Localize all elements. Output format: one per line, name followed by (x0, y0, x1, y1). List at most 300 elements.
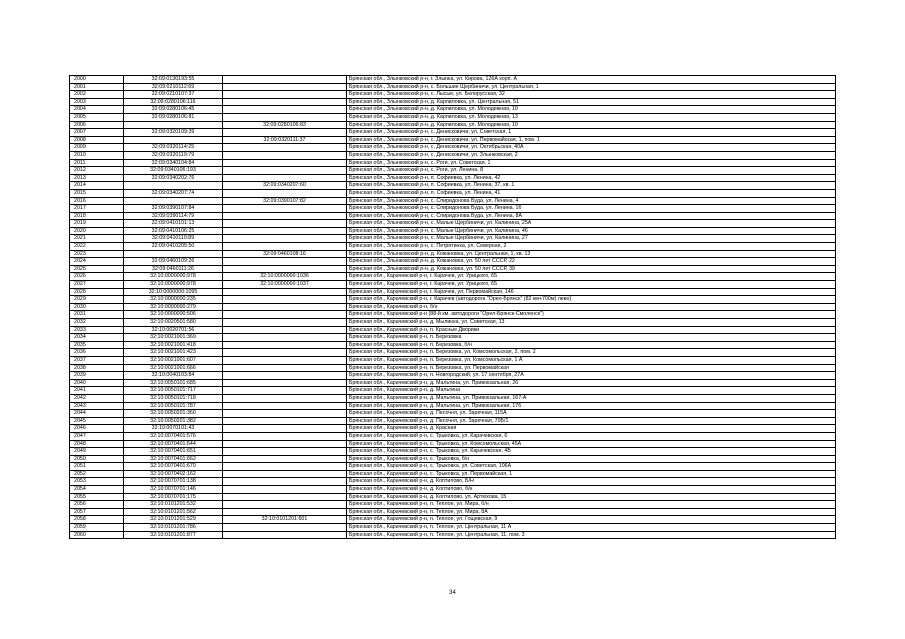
table-row (70, 98, 836, 106)
table-row (70, 470, 836, 478)
secondary-cadastral-number-cell (223, 524, 347, 532)
secondary-cadastral-number-cell (223, 394, 347, 402)
secondary-cadastral-number-cell (223, 106, 347, 114)
table-row (70, 410, 836, 418)
cadastral-number-cell: 32:09:0280106:81 (124, 113, 223, 121)
row-number-cell: 2025 (70, 265, 124, 273)
secondary-cadastral-number-cell (223, 334, 347, 342)
row-number-cell: 2021 (70, 235, 124, 243)
table-row (70, 349, 836, 357)
table-row (70, 212, 836, 220)
row-number-cell: 2006 (70, 121, 124, 129)
table-row (70, 205, 836, 213)
row-number-cell: 2031 (70, 311, 124, 319)
row-number-cell: 2010 (70, 151, 124, 159)
address-cell: Брянская обл., Злынковский р-н, п. Софиевка, ул. Ленина, 42 (347, 174, 836, 182)
row-number-cell: 2020 (70, 227, 124, 235)
table-row (70, 372, 836, 380)
address-cell: Брянская обл., Карачевский р-н, с. Трыковка, ул. Карачевская, 6 (347, 432, 836, 440)
cadastral-number-cell: 32:09:0320109:39 (124, 129, 223, 137)
row-number-cell: 2036 (70, 349, 124, 357)
address-cell: Брянская обл., Карачевский р-н (88-й км. автодороги "Орел-Брянск-Смоленск") (347, 311, 836, 319)
row-number-cell: 2008 (70, 136, 124, 144)
table-row (70, 76, 836, 84)
row-number-cell: 2013 (70, 174, 124, 182)
row-number-cell: 2034 (70, 334, 124, 342)
cadastral-number-cell: 32:10:0021001:369 (124, 334, 223, 342)
address-cell: Брянская обл., Злынковский р-н, с. Малые Щербиничи, ул. Калинина, 46 (347, 227, 836, 235)
secondary-cadastral-number-cell (223, 478, 347, 486)
table-row (70, 326, 836, 334)
table-row (70, 235, 836, 243)
cadastral-number-cell: 32:09:0340202:76 (124, 174, 223, 182)
cadastral-number-cell: 32:10:0101201:562 (124, 508, 223, 516)
table-row (70, 220, 836, 228)
address-cell: Брянская обл., Злынковский р-н, с. Спиридонова Буда, ул. Ленина, 16 (347, 205, 836, 213)
row-number-cell: 2024 (70, 258, 124, 266)
address-cell: Брянская обл., Карачевский р-н, д. Красная (347, 425, 836, 433)
secondary-cadastral-number-cell (223, 486, 347, 494)
secondary-cadastral-number-cell (223, 319, 347, 327)
address-cell: Брянская обл., Злынковский р-н, с. Спиридонова Буда, ул. Ленина, 4 (347, 197, 836, 205)
secondary-cadastral-number-cell (223, 463, 347, 471)
cadastral-number-cell (124, 182, 223, 190)
secondary-cadastral-number-cell (223, 356, 347, 364)
secondary-cadastral-number-cell (223, 151, 347, 159)
secondary-cadastral-number-cell (223, 167, 347, 175)
row-number-cell: 2054 (70, 486, 124, 494)
table-row (70, 394, 836, 402)
address-cell: Брянская обл., Карачевский р-н, с. Трыковка, ул. Карачевская, 4Б (347, 448, 836, 456)
secondary-cadastral-number-cell (223, 470, 347, 478)
row-number-cell: 2045 (70, 417, 124, 425)
table-row (70, 524, 836, 532)
secondary-cadastral-number-cell (223, 531, 347, 539)
table-row (70, 311, 836, 319)
cadastral-number-cell: 32:09:0460109:26 (124, 258, 223, 266)
cadastral-number-cell: 32:10:0050101:717 (124, 387, 223, 395)
address-cell: Брянская обл., Злынковский р-н, д. Кожановка, ул. 50 лет СССР, 39 (347, 265, 836, 273)
address-cell: Брянская обл., Карачевский р-н, п. Теплое, ул. Центральная, 11 А (347, 524, 836, 532)
address-cell: Брянская обл., Карачевский р-н, п. Теплое, ул. Гощевская, 9 (347, 516, 836, 524)
cadastral-number-cell: 32:10:0070401:662 (124, 455, 223, 463)
secondary-cadastral-number-cell (223, 425, 347, 433)
cadastral-number-cell: 32:09:0340207:74 (124, 189, 223, 197)
table-row (70, 159, 836, 167)
cadastral-number-cell: 32:09:0340106:193 (124, 167, 223, 175)
address-cell: Брянская обл., Карачевский р-н, д. Мальтина, ул. Привокзальная, 26 (347, 379, 836, 387)
address-cell: Брянская обл., Карачевский р-н, п. Березовка, б/н (347, 341, 836, 349)
row-number-cell: 2047 (70, 432, 124, 440)
secondary-cadastral-number-cell (223, 76, 347, 84)
cadastral-number-cell: 32:10:0070701:175 (124, 493, 223, 501)
address-cell: Брянская обл., Злынковский р-н, д. Карпиловка, ул. Центральная, 51 (347, 98, 836, 106)
row-number-cell: 2048 (70, 440, 124, 448)
address-cell: Брянская обл., Карачевский р-н, г. Карачев, ул. Урицкого, 65 (347, 273, 836, 281)
secondary-cadastral-number-cell: 32:09:0460108:16 (223, 250, 347, 258)
row-number-cell: 2015 (70, 189, 124, 197)
address-cell: Брянская обл., Карачевский р-н, г. Карачев, ул. Первомайская, 146 (347, 288, 836, 296)
cadastral-number-cell: 32:09:0410106:25 (124, 227, 223, 235)
cadastral-number-cell: 32:10:0020501:580 (124, 319, 223, 327)
row-number-cell: 2058 (70, 516, 124, 524)
secondary-cadastral-number-cell (223, 83, 347, 91)
secondary-cadastral-number-cell (223, 493, 347, 501)
row-number-cell: 2044 (70, 410, 124, 418)
row-number-cell: 2051 (70, 463, 124, 471)
row-number-cell: 2027 (70, 281, 124, 289)
address-cell: Брянская обл., Злынковский р-н, с. Малые Щербиничи, ул. Калинина, 27 (347, 235, 836, 243)
cadastral-number-cell: 32:10:0040103:84 (124, 372, 223, 380)
address-cell: Брянская обл., Злынковский р-н, д. Кожановка, ул. 50 лет СССР, 22 (347, 258, 836, 266)
address-cell: Брянская обл., Злынковский р-н, д. Карпиловка, ул. Молодежная, 10 (347, 106, 836, 114)
cadastral-number-cell: 32:09:0210107:37 (124, 91, 223, 99)
table-row (70, 501, 836, 509)
secondary-cadastral-number-cell: 32:09:0390107:82 (223, 197, 347, 205)
table-row (70, 174, 836, 182)
cadastral-number-cell: 32:10:0101201:877 (124, 531, 223, 539)
table-row (70, 440, 836, 448)
address-cell: Брянская обл., Злынковский р-н, п. Софиевка, ул. Ленина, 37, кв. 1 (347, 182, 836, 190)
row-number-cell: 2011 (70, 159, 124, 167)
row-number-cell: 2043 (70, 402, 124, 410)
table-row (70, 432, 836, 440)
table-row (70, 303, 836, 311)
table-row (70, 113, 836, 121)
secondary-cadastral-number-cell (223, 235, 347, 243)
table-row (70, 417, 836, 425)
cadastral-number-cell: 32:09:0390114:79 (124, 212, 223, 220)
table-row (70, 478, 836, 486)
row-number-cell: 2039 (70, 372, 124, 380)
secondary-cadastral-number-cell (223, 455, 347, 463)
cadastral-number-cell: 32:10:0050201:360 (124, 410, 223, 418)
address-cell: Брянская обл., Злынковский р-н, г. Злынка, ул. Кирова, 126А корп. А (347, 76, 836, 84)
address-cell: Брянская обл., Карачевский р-н, п. Красные Дворики (347, 326, 836, 334)
row-number-cell: 2032 (70, 319, 124, 327)
cadastral-number-cell: 32:10:0101201:532 (124, 501, 223, 509)
cadastral-number-cell (124, 250, 223, 258)
address-cell: Брянская обл., Злынковский р-н, с. Большие Щербиничи, ул. Центральная, 1 (347, 83, 836, 91)
address-cell: Брянская обл., Карачевский р-н, д. Мылинка, ул. Советская, 13 (347, 319, 836, 327)
secondary-cadastral-number-cell: 32:10:0000000:1036 (223, 273, 347, 281)
row-number-cell: 2037 (70, 356, 124, 364)
row-number-cell: 2022 (70, 243, 124, 251)
row-number-cell: 2053 (70, 478, 124, 486)
secondary-cadastral-number-cell (223, 303, 347, 311)
address-cell: Брянская обл., Карачевский р-н, д. Песочня, ул. Заречная, 115А (347, 410, 836, 418)
row-number-cell: 2050 (70, 455, 124, 463)
address-cell: Брянская обл., Злынковский р-н, с. Роги, ул. Советская, 1 (347, 159, 836, 167)
table-row (70, 341, 836, 349)
secondary-cadastral-number-cell (223, 220, 347, 228)
table-row (70, 91, 836, 99)
table-row (70, 402, 836, 410)
secondary-cadastral-number-cell (223, 349, 347, 357)
table-row (70, 182, 836, 190)
address-cell: Брянская обл., Карачевский р-н, д. Коптилово, ул. Артюхова, 15 (347, 493, 836, 501)
cadastral-number-cell: 32:10:0070701:146 (124, 486, 223, 494)
cadastral-number-cell: 32:10:0070401:644 (124, 440, 223, 448)
cadastral-number-cell: 32:10:0000000:279 (124, 303, 223, 311)
cadastral-number-cell: 32:09:0460111:26 (124, 265, 223, 273)
row-number-cell: 2030 (70, 303, 124, 311)
row-number-cell: 2059 (70, 524, 124, 532)
table-row (70, 265, 836, 273)
secondary-cadastral-number-cell: 32:10:0000000:1037 (223, 281, 347, 289)
secondary-cadastral-number-cell (223, 296, 347, 304)
address-cell: Брянская обл., Злынковский р-н, с. Денисковичи, ул. Первомайская, 1, пом. 1 (347, 136, 836, 144)
address-cell: Брянская обл., Карачевский р-н, д. Коптилово, б/н (347, 486, 836, 494)
cadastral-number-cell: 32:10:0000000:1095 (124, 288, 223, 296)
cadastral-number-cell: 32:10:0021001:418 (124, 341, 223, 349)
cadastral-number-cell (124, 197, 223, 205)
table-row (70, 356, 836, 364)
secondary-cadastral-number-cell: 32:09:0280106:83 (223, 121, 347, 129)
row-number-cell: 2029 (70, 296, 124, 304)
address-cell: Брянская обл., Злынковский р-н, с. Спиридонова Буда, ул. Ленина, 8А (347, 212, 836, 220)
row-number-cell: 2023 (70, 250, 124, 258)
row-number-cell: 2038 (70, 364, 124, 372)
address-cell: Брянская обл., Злынковский р-н, с. Малые Щербиничи, ул. Калинина, 25А (347, 220, 836, 228)
secondary-cadastral-number-cell (223, 288, 347, 296)
row-number-cell: 2052 (70, 470, 124, 478)
address-cell: Брянская обл., Карачевский р-н, г. Карачев (автодорога "Орел-Брянск" (82 км+700м) лево) (347, 296, 836, 304)
address-cell: Брянская обл., Злынковский р-н, с. Петрятинка, ул. Северная, 2 (347, 243, 836, 251)
secondary-cadastral-number-cell (223, 113, 347, 121)
row-number-cell: 2003 (70, 98, 124, 106)
row-number-cell: 2001 (70, 83, 124, 91)
cadastral-number-cell: 32:10:0000000:235 (124, 296, 223, 304)
address-cell: Брянская обл., Карачевский р-н, д. Мальтина, ул. Привокзальная, 176 (347, 402, 836, 410)
secondary-cadastral-number-cell (223, 144, 347, 152)
secondary-cadastral-number-cell: 32:09:0340207:60 (223, 182, 347, 190)
secondary-cadastral-number-cell (223, 265, 347, 273)
cadastral-number-cell: 32:09:0210112:69 (124, 83, 223, 91)
address-cell: Брянская обл., Карачевский р-н, п. Теплое, ул. Центральная, 11, пом. 3 (347, 531, 836, 539)
row-number-cell: 2009 (70, 144, 124, 152)
table-row (70, 455, 836, 463)
address-cell: Брянская обл., Карачевский р-н, д. Мальтина (347, 387, 836, 395)
row-number-cell: 2056 (70, 501, 124, 509)
address-cell: Брянская обл., Злынковский р-н, д. Кожановка, ул. Центральная, 1, кв. 13 (347, 250, 836, 258)
row-number-cell: 2049 (70, 448, 124, 456)
address-cell: Брянская обл., Карачевский р-н, д. Коптилово, Б/Н (347, 478, 836, 486)
table-row (70, 129, 836, 137)
secondary-cadastral-number-cell (223, 205, 347, 213)
secondary-cadastral-number-cell (223, 341, 347, 349)
address-cell: Брянская обл., Карачевский р-н, п. Березовка (347, 334, 836, 342)
address-cell: Брянская обл., Злынковский р-н, с. Денисковичи, ул. Октябрьская, 40А (347, 144, 836, 152)
cadastral-number-cell: 32:10:0021001:607 (124, 356, 223, 364)
table-row (70, 516, 836, 524)
cadastral-number-cell: 32:09:0390107:84 (124, 205, 223, 213)
address-cell: Брянская обл., Карачевский р-н, с. Трыковка, ул. Первомайская, 1 (347, 470, 836, 478)
table-row (70, 387, 836, 395)
cadastral-number-cell: 32:09:0340104:84 (124, 159, 223, 167)
secondary-cadastral-number-cell (223, 91, 347, 99)
table-row (70, 189, 836, 197)
cadastral-number-cell: 32:10:0070401:576 (124, 432, 223, 440)
row-number-cell: 2004 (70, 106, 124, 114)
row-number-cell: 2035 (70, 341, 124, 349)
address-cell: Брянская обл., Карачевский р-н, г. Карачев, ул. Урицкого, 65 (347, 281, 836, 289)
table-row (70, 379, 836, 387)
table-row (70, 258, 836, 266)
address-cell: Брянская обл., Карачевский р-н, с. Трыковка, б/н (347, 455, 836, 463)
cadastral-number-cell: 32:10:0050101:718 (124, 394, 223, 402)
cadastral-number-cell: 32:10:0021001:423 (124, 349, 223, 357)
row-number-cell: 2018 (70, 212, 124, 220)
address-cell: Брянская обл., Карачевский р-н, д. Мальтина, ул. Привокзальная, 167-А (347, 394, 836, 402)
cadastral-number-cell: 32:10:0101201:529 (124, 516, 223, 524)
row-number-cell: 2002 (70, 91, 124, 99)
row-number-cell: 2057 (70, 508, 124, 516)
cadastral-number-cell: 32:10:0020701:56 (124, 326, 223, 334)
address-cell: Брянская обл., Карачевский р-н, п. Новгородский, ул. 17 сентября, 27А (347, 372, 836, 380)
secondary-cadastral-number-cell (223, 410, 347, 418)
address-cell: Брянская обл., Карачевский р-н, с. Трыковка, ул. Советская, 106А (347, 463, 836, 471)
table-row (70, 136, 836, 144)
page-number: 34 (449, 590, 456, 596)
secondary-cadastral-number-cell (223, 432, 347, 440)
address-cell: Брянская обл., Злынковский р-н, п. Софиевка, ул. Ленина, 41 (347, 189, 836, 197)
cadastral-number-cell: 32:10:0070101:43 (124, 425, 223, 433)
table-row (70, 319, 836, 327)
row-number-cell: 2026 (70, 273, 124, 281)
address-cell: Брянская обл., Злынковский р-н, с. Лысые, ул. Белорусская, 32 (347, 91, 836, 99)
table-row (70, 463, 836, 471)
table-row (70, 486, 836, 494)
address-cell: Брянская обл., Карачевский р-н, п. Березовка, ул. Комсомольская, 1 А (347, 356, 836, 364)
cadastral-number-cell: 32:10:0070402:162 (124, 470, 223, 478)
row-number-cell: 2028 (70, 288, 124, 296)
secondary-cadastral-number-cell (223, 189, 347, 197)
secondary-cadastral-number-cell (223, 98, 347, 106)
table-row (70, 243, 836, 251)
secondary-cadastral-number-cell (223, 501, 347, 509)
secondary-cadastral-number-cell (223, 174, 347, 182)
secondary-cadastral-number-cell (223, 372, 347, 380)
address-cell: Брянская обл., Карачевский р-н, д. Песочня, ул. Заречная, 70Б/1 (347, 417, 836, 425)
cadastral-number-cell: 32:10:0050201:382 (124, 417, 223, 425)
address-cell: Брянская обл., Злынковский р-н, с. Роги, ул. Ленина, 8 (347, 167, 836, 175)
table-row (70, 121, 836, 129)
registry-table-body (70, 76, 836, 539)
secondary-cadastral-number-cell (223, 440, 347, 448)
address-cell: Брянская обл., Карачевский р-н, п. Теплое, ул. Мира, 8А (347, 508, 836, 516)
address-cell: Брянская обл., Злынковский р-н, д. Карпиловка, ул. Молодежная, 10 (347, 121, 836, 129)
secondary-cadastral-number-cell (223, 129, 347, 137)
secondary-cadastral-number-cell (223, 212, 347, 220)
address-cell: Брянская обл., Карачевский р-н, п. Теплое, ул. Мира, б/н (347, 501, 836, 509)
cadastral-number-cell: 32:10:0050101:685 (124, 379, 223, 387)
cadastral-number-cell: 32:09:0320119:79 (124, 151, 223, 159)
address-cell: Брянская обл., Карачевский р-н, п. Березовка, ул. Комсомольская, 2, пом. 2 (347, 349, 836, 357)
row-number-cell: 2007 (70, 129, 124, 137)
row-number-cell: 2017 (70, 205, 124, 213)
cadastral-number-cell: 32:10:0101201:786 (124, 524, 223, 532)
table-row (70, 167, 836, 175)
row-number-cell: 2019 (70, 220, 124, 228)
secondary-cadastral-number-cell (223, 448, 347, 456)
cadastral-number-cell: 32:09:0280106:45 (124, 106, 223, 114)
row-number-cell: 2060 (70, 531, 124, 539)
cadastral-number-cell: 32:10:0021001:666 (124, 364, 223, 372)
cadastral-number-cell: 32:09:0320114:25 (124, 144, 223, 152)
row-number-cell: 2042 (70, 394, 124, 402)
cadastral-number-cell: 32:10:0070401:670 (124, 463, 223, 471)
cadastral-number-cell: 32:10:0000000:506 (124, 311, 223, 319)
secondary-cadastral-number-cell (223, 417, 347, 425)
secondary-cadastral-number-cell (223, 243, 347, 251)
table-row (70, 296, 836, 304)
cadastral-number-cell: 32:09:0410110:89 (124, 235, 223, 243)
address-cell: Брянская обл., Карачевский р-н, с. Трыковка, ул. Комсомольская, 45А (347, 440, 836, 448)
row-number-cell: 2046 (70, 425, 124, 433)
table-row (70, 288, 836, 296)
cadastral-number-cell: 32:10:0070401:651 (124, 448, 223, 456)
table-row (70, 227, 836, 235)
table-row (70, 448, 836, 456)
address-cell: Брянская обл., Карачевский р-н, п. Березовка, ул. Первомайская (347, 364, 836, 372)
row-number-cell: 2005 (70, 113, 124, 121)
secondary-cadastral-number-cell (223, 159, 347, 167)
table-row (70, 425, 836, 433)
table-row (70, 364, 836, 372)
row-number-cell: 2041 (70, 387, 124, 395)
cadastral-number-cell: 32:09:0410101:13 (124, 220, 223, 228)
table-row (70, 334, 836, 342)
address-cell: Брянская обл., Карачевский р-н, б/н (347, 303, 836, 311)
cadastral-number-cell: 32:09:0410205:50 (124, 243, 223, 251)
table-row (70, 83, 836, 91)
row-number-cell: 2040 (70, 379, 124, 387)
address-cell: Брянская обл., Злынковский р-н, д. Карпиловка, ул. Молодежная, 13 (347, 113, 836, 121)
secondary-cadastral-number-cell (223, 387, 347, 395)
cadastral-number-cell: 32:09:0130193:55 (124, 76, 223, 84)
row-number-cell: 2012 (70, 167, 124, 175)
table-row (70, 531, 836, 539)
row-number-cell: 2016 (70, 197, 124, 205)
table-row (70, 508, 836, 516)
table-row (70, 250, 836, 258)
cadastral-number-cell: 32:10:0000000:978 (124, 273, 223, 281)
cadastral-number-cell: 32:10:0070701:138 (124, 478, 223, 486)
table-row (70, 197, 836, 205)
table-row (70, 493, 836, 501)
secondary-cadastral-number-cell (223, 402, 347, 410)
address-cell: Брянская обл., Злынковский р-н, с. Денисковичи, ул. Злынковская, 2 (347, 151, 836, 159)
table-row (70, 151, 836, 159)
table-row (70, 281, 836, 289)
table-row (70, 106, 836, 114)
secondary-cadastral-number-cell: 32:10:0101201:601 (223, 516, 347, 524)
secondary-cadastral-number-cell (223, 379, 347, 387)
secondary-cadastral-number-cell (223, 508, 347, 516)
table-row (70, 144, 836, 152)
cadastral-number-cell: 32:10:0050101:787 (124, 402, 223, 410)
row-number-cell: 2000 (70, 76, 124, 84)
registry-table (69, 75, 836, 539)
address-cell: Брянская обл., Злынковский р-н, с. Денисковичи, ул. Советская, 1 (347, 129, 836, 137)
secondary-cadastral-number-cell (223, 227, 347, 235)
row-number-cell: 2033 (70, 326, 124, 334)
cadastral-number-cell: 32:10:0000000:978 (124, 281, 223, 289)
secondary-cadastral-number-cell (223, 258, 347, 266)
secondary-cadastral-number-cell (223, 326, 347, 334)
secondary-cadastral-number-cell (223, 311, 347, 319)
